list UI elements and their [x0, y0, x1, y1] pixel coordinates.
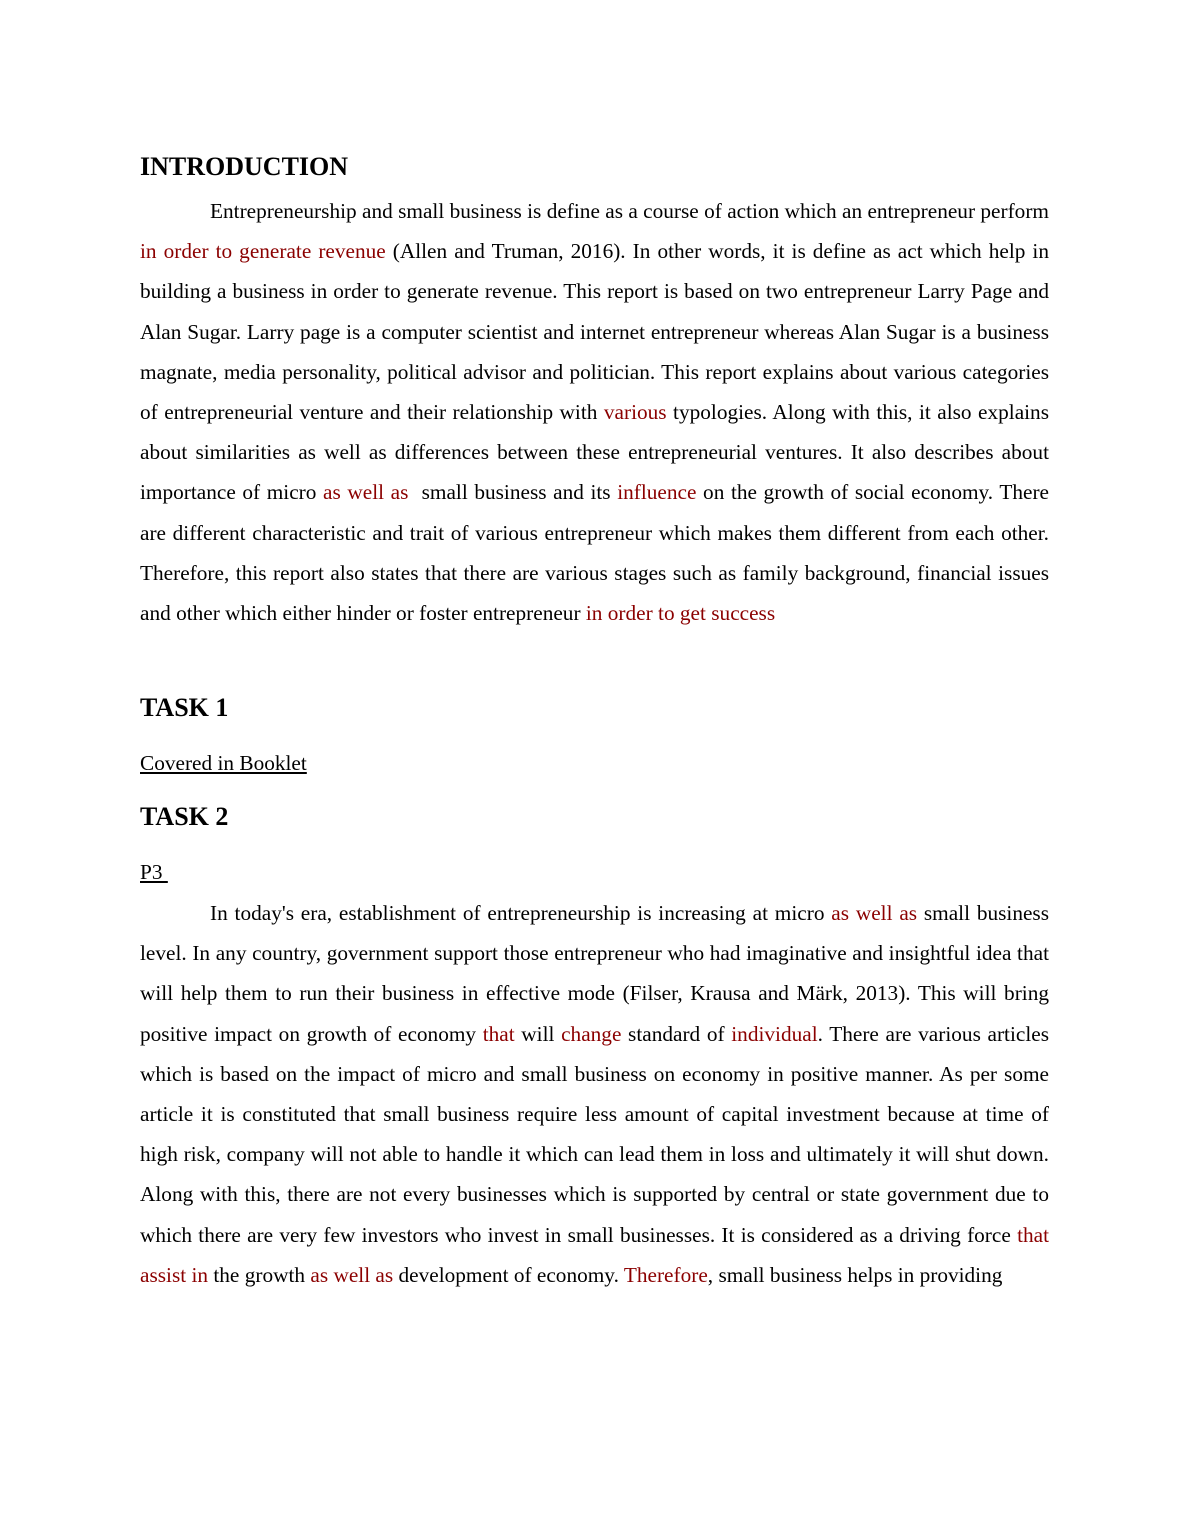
task2-highlight-1: as well as: [831, 901, 918, 925]
task2-text-3: will: [514, 1021, 562, 1046]
intro-highlight-1: in order to generate revenue: [140, 239, 386, 264]
task2-text-5: . There are various articles which is based on the impact of micro and small business on economy in positive manner. As per some article it is constituted that small business require less amount of capital investment because at time of high risk, company will not able to handle it which can lead them in loss and ultimately it will shut down. Along with this, there are not every businesses which is supported by central or state government due to which there are very few investors who invest in small businesses. It is considered as a driving force: [140, 1021, 1049, 1247]
intro-text-5: on the growth of social economy. There are different characteristic and trait of various entrepreneur which makes them different from each other. Therefore, this report also states that there are various stages such as family background, financial issues and other which either hinder or foster entrepreneur: [140, 480, 1049, 626]
intro-text-1: Entrepreneurship and small business is define as a course of action which an entrepreneur perform: [210, 199, 1049, 223]
task2-text-4: standard of: [621, 1021, 732, 1046]
task1-heading: TASK 1: [140, 693, 229, 722]
task2-text-7: development of economy.: [393, 1262, 624, 1287]
task2-highlight-4: individual: [731, 1021, 818, 1046]
intro-text-2: (Allen and Truman, 2016). In other words, it is define as act which help in building a business in order to generate revenue. This report is based on two entrepreneur Larry Page and Alan Sugar. Larry page is a computer scientist and internet entrepreneur whereas Alan Sugar is a business magnate, media personality, political advisor and politician. This report explains about various categories of entrepreneurial venture and their relationship with: [140, 239, 1049, 425]
task2-text-6: the growth: [208, 1262, 311, 1287]
intro-highlight-3: as well as: [323, 480, 409, 505]
task2-highlight-7: Therefore: [623, 1262, 708, 1287]
intro-highlight-2: various: [603, 400, 667, 425]
task2-text-1: In today's era, establishment of entrepreneurship is increasing at micro: [210, 901, 832, 925]
task2-heading: TASK 2: [140, 802, 229, 831]
task1-note: Covered in Booklet: [140, 751, 307, 775]
introduction-paragraph: [140, 191, 1049, 633]
intro-text-4: small business and its: [408, 480, 618, 505]
intro-text-3: typologies. Along with this, it also explains about similarities as well as differences between these entrepreneurial ventures. It also describes about importance of micro: [140, 400, 1049, 505]
task2-highlight-6: as well as: [310, 1262, 394, 1287]
introduction-heading: INTRODUCTION: [140, 152, 349, 181]
intro-highlight-5: in order to get success: [585, 601, 776, 626]
task2-paragraph: [140, 893, 1049, 1295]
task2-text-2: small business level. In any country, government support those entrepreneur who had imaginative and insightful idea that will help them to run their business in effective mode (Filser, Krausa and Märk, 2013). This will bring positive impact on growth of economy: [140, 901, 1049, 1046]
intro-highlight-4: influence: [617, 480, 697, 505]
task2-highlight-5: that assist in: [140, 1222, 1049, 1287]
task2-text-8: , small business helps in providing: [707, 1262, 1003, 1287]
task2-highlight-2: that: [482, 1021, 515, 1046]
task2-highlight-3: change: [561, 1021, 622, 1046]
task2-subheading-p3: P3: [140, 860, 168, 884]
